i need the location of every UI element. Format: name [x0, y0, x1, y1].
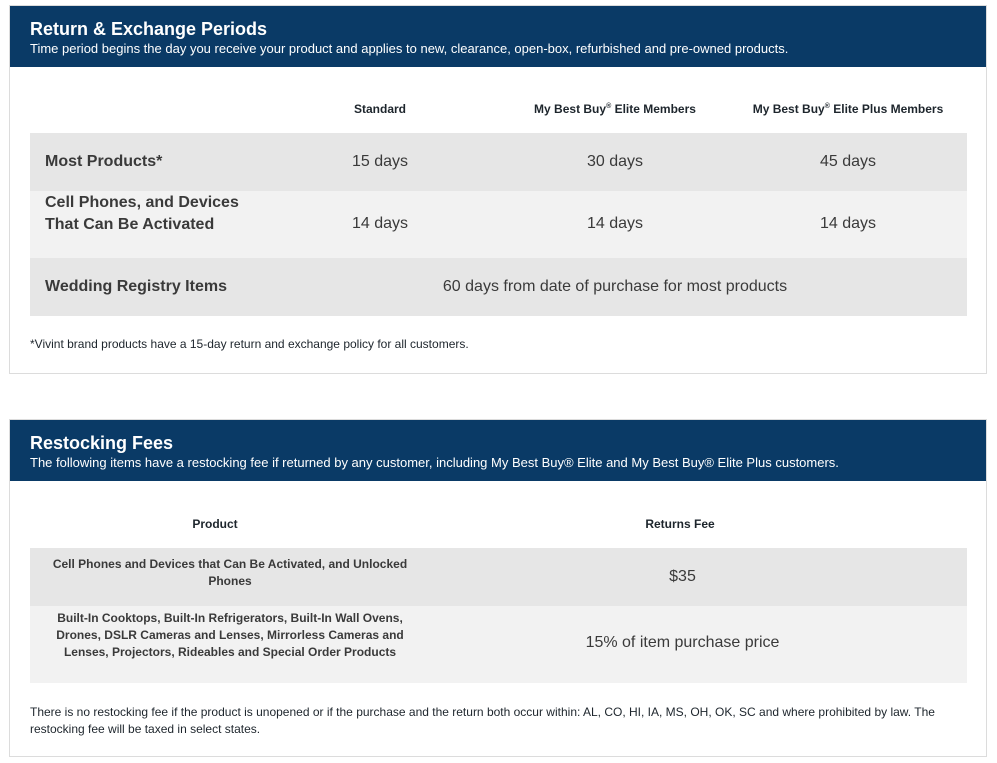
column-header-product: Product [192, 517, 238, 531]
column-header-returns-fee: Returns Fee [645, 517, 715, 531]
row-label: Wedding Registry Items [45, 278, 227, 295]
value-standard: 14 days [351, 215, 409, 232]
table-row-most-products [30, 133, 967, 191]
column-header-standard: Standard [353, 102, 406, 116]
return-footnote: *Vivint brand products have a 15-day return and exchange policy for all customers. [30, 337, 469, 351]
value-elite-plus: 45 days [819, 153, 877, 170]
column-header-elite-plus: My Best Buy® Elite Plus Members [752, 102, 944, 116]
value-elite: 14 days [586, 215, 644, 232]
row-label: Most Products* [45, 153, 163, 170]
row-label: Cell Phones, and Devices That Can Be Activated [45, 194, 239, 233]
restocking-title: Restocking Fees [30, 433, 174, 453]
value-elite-plus: 14 days [819, 215, 877, 232]
value-elite: 30 days [586, 153, 644, 170]
return-periods-table [30, 66, 967, 316]
return-exchange-title: Return & Exchange Periods [30, 19, 268, 39]
restocking-note: There is no restocking fee if the product is unopened or if the purchase and the return both occur within: AL, CO, HI, IA, MS, OH, OK, SC and where prohibited by law. The restocking fee will be taxed in select states. [30, 705, 935, 736]
restocking-subtitle: The following items have a restocking fee if returned by any customer, including My Best Buy® Elite and My Best Buy® Elite Plus customers. [30, 455, 839, 470]
restocking-fees-panel [9, 419, 987, 757]
value-standard: 15 days [351, 153, 409, 170]
return-exchange-subtitle: Time period begins the day you receive your product and applies to new, clearance, open-box, refurbished and pre-owned products. [30, 41, 789, 56]
table-row-cell-phones-fee [30, 548, 967, 606]
product-label: Cell Phones and Devices that Can Be Activated, and Unlocked Phones [52, 557, 408, 588]
table-row-wedding-registry [30, 258, 967, 316]
return-exchange-banner [10, 6, 986, 67]
fee-value: $35 [669, 568, 696, 585]
table-row-appliances-fee [30, 606, 967, 683]
return-exchange-panel [9, 5, 987, 374]
column-header-elite: My Best Buy® Elite Members [534, 102, 696, 116]
restocking-header [30, 482, 967, 548]
value-registry: 60 days from date of purchase for most products [442, 278, 788, 295]
product-label: Built-In Cooktops, Built-In Refrigerators, Built-In Wall Ovens, Drones, DSLR Cameras and Lenses, Mirrorless Cameras and Lenses, Projectors, Rideables and Special Order Products [56, 611, 404, 659]
restocking-banner [10, 420, 986, 481]
restocking-table [30, 482, 967, 683]
fee-value: 15% of item purchase price [585, 634, 780, 651]
return-periods-header [30, 66, 967, 133]
table-row-cell-phones [30, 191, 967, 258]
